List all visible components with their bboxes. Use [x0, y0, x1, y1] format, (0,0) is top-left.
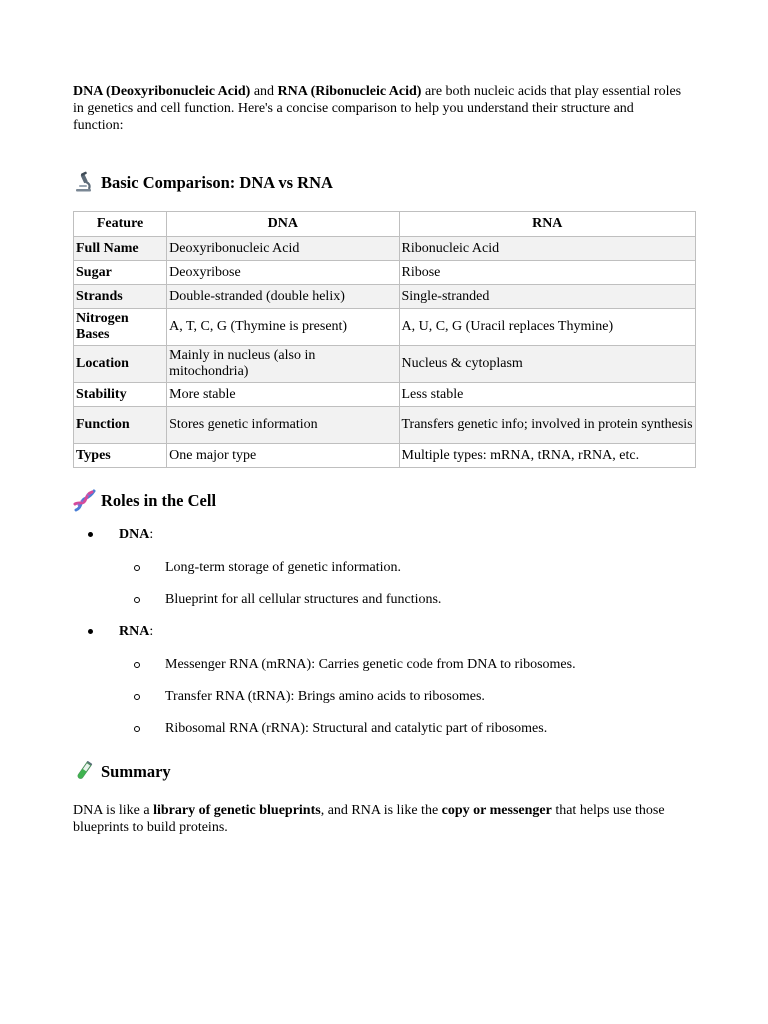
column-header: RNA	[399, 212, 696, 237]
label-colon: :	[149, 527, 154, 542]
feature-cell: Strands	[74, 285, 167, 309]
summary-emphasis: copy or messenger	[441, 803, 552, 818]
table-row	[74, 285, 696, 309]
feature-cell: Types	[74, 444, 167, 468]
table-row	[74, 237, 696, 261]
list-item: Transfer RNA (tRNA): Brings amino acids to ribosomes.	[119, 688, 695, 705]
table-row	[74, 383, 696, 407]
table-row	[74, 261, 696, 285]
rna-cell: Ribose	[399, 261, 696, 285]
feature-cell: Function	[74, 407, 167, 444]
rna-cell: Multiple types: mRNA, tRNA, rRNA, etc.	[399, 444, 696, 468]
rna-role-label: RNA	[119, 624, 150, 639]
rna-cell: Nucleus & cytoplasm	[399, 346, 696, 383]
dna-role-label: DNA	[119, 527, 150, 542]
feature-cell: Sugar	[74, 261, 167, 285]
summary-text: , and RNA is like the	[320, 803, 442, 818]
dna-cell: Stores genetic information	[167, 407, 399, 444]
rna-cell: Ribonucleic Acid	[399, 237, 696, 261]
dna-cell: One major type	[167, 444, 399, 468]
intro-dna-term: DNA (Deoxyribonucleic Acid)	[73, 84, 251, 99]
intro-paragraph	[73, 83, 683, 134]
column-header: DNA	[167, 212, 399, 237]
microscope-icon	[73, 171, 95, 193]
rna-roles-sublist	[119, 656, 695, 737]
summary-heading	[73, 759, 695, 783]
summary-emphasis: library of genetic blueprints	[153, 803, 321, 818]
feature-cell: Location	[74, 346, 167, 383]
dna-roles-sublist	[119, 559, 695, 608]
dna-cell: Deoxyribonucleic Acid	[167, 237, 399, 261]
comparison-heading	[73, 170, 695, 194]
feature-cell: Nitrogen Bases	[74, 309, 167, 346]
table-row	[74, 346, 696, 383]
rna-cell: A, U, C, G (Uracil replaces Thymine)	[399, 309, 696, 346]
rna-cell: Single-stranded	[399, 285, 696, 309]
summary-paragraph	[73, 802, 693, 836]
list-item: Ribosomal RNA (rRNA): Structural and catalytic part of ribosomes.	[119, 720, 695, 737]
intro-text: and	[250, 84, 278, 99]
table-row	[74, 309, 696, 346]
table-header-row	[74, 212, 696, 237]
roles-heading	[73, 488, 695, 512]
rna-cell: Less stable	[399, 383, 696, 407]
intro-text: are both nucleic acids that play essential roles in genetics and cell function. Here's a concise comparison to help you understand their structure and function:	[73, 84, 682, 133]
list-item: Messenger RNA (mRNA): Carries genetic code from DNA to ribosomes.	[119, 656, 695, 673]
summary-text: that helps use those blueprints to build proteins.	[73, 803, 665, 835]
intro-rna-term: RNA (Ribonucleic Acid)	[277, 84, 422, 99]
roles-list	[73, 526, 695, 737]
feature-cell: Full Name	[74, 237, 167, 261]
rna-cell: Transfers genetic info; involved in protein synthesis	[399, 407, 696, 444]
list-item	[73, 526, 695, 608]
dna-cell: Mainly in nucleus (also in mitochondria)	[167, 346, 399, 383]
dna-cell: More stable	[167, 383, 399, 407]
summary-text: DNA is like a	[73, 803, 154, 818]
dna-cell: Deoxyribose	[167, 261, 399, 285]
label-colon: :	[149, 624, 154, 639]
dna-icon	[73, 489, 95, 511]
summary-heading-text: Summary	[101, 761, 171, 781]
list-item: Long-term storage of genetic information.	[119, 559, 695, 576]
comparison-table	[73, 211, 696, 468]
test-tube-icon	[73, 760, 95, 782]
list-item	[73, 623, 695, 737]
table-row	[74, 444, 696, 468]
dna-cell: A, T, C, G (Thymine is present)	[167, 309, 399, 346]
comparison-heading-text: Basic Comparison: DNA vs RNA	[101, 172, 333, 192]
dna-cell: Double-stranded (double helix)	[167, 285, 399, 309]
roles-heading-text: Roles in the Cell	[101, 490, 217, 510]
list-item: Blueprint for all cellular structures and functions.	[119, 591, 695, 608]
column-header: Feature	[74, 212, 167, 237]
table-row	[74, 407, 696, 444]
feature-cell: Stability	[74, 383, 167, 407]
